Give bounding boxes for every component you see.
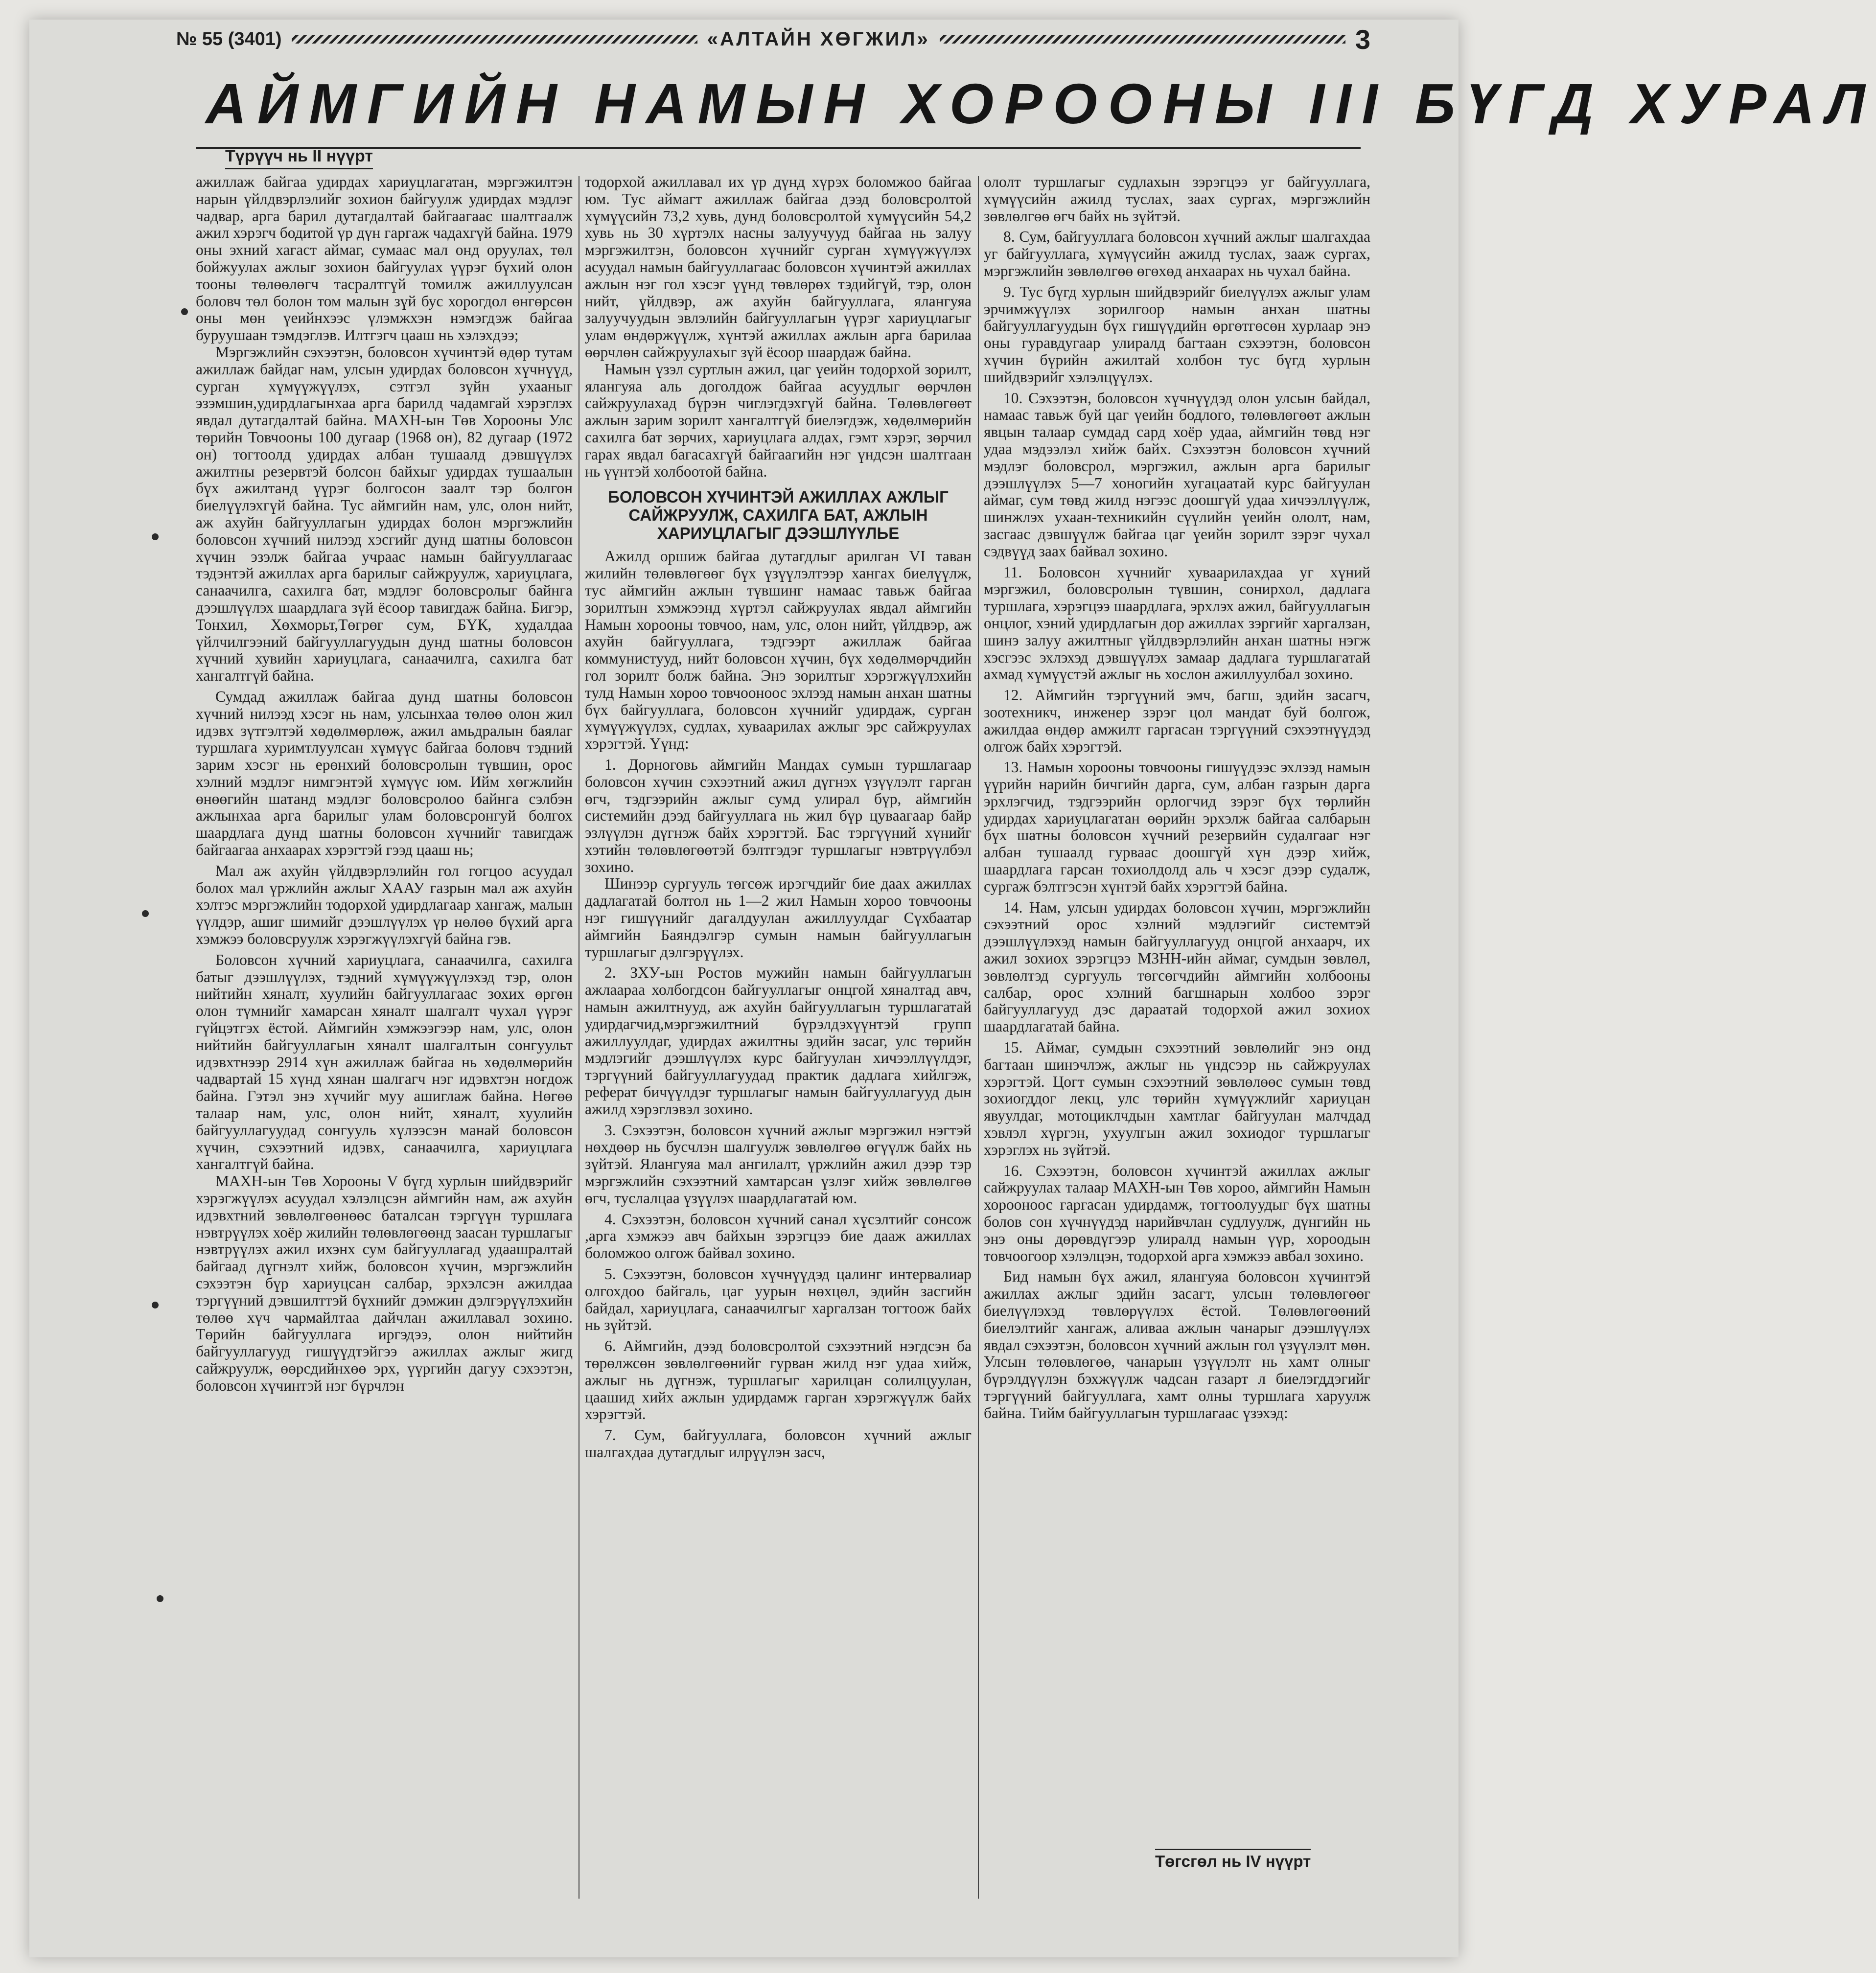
decorative-rule [292,35,697,44]
masthead [176,24,1370,54]
paper-hole [152,533,159,540]
continued-from-note: Түрүүч нь II нүүрт [225,147,373,169]
list-item: 4. Сэхээтэн, боловсон хүчний санал хүсэлтийг сонсож ,арга хэмжээ авч байхын зэрэгцээ бие дааж ажиллах боломжоо олгож байвал зохино. [585,1210,972,1262]
newspaper-name: «АЛТАЙН ХӨГЖИЛ» [707,28,930,50]
headline: АЙМГИЙН НАМЫН ХОРООНЫ III БҮГД ХУРАЛ [206,72,1876,136]
paragraph: МАХН-ын Төв Хорооны V бүгд хурлын шийдвэрийг хэрэгжүүлэх асуудал хэлэлцсэн аймгийн нам, аж ахуйн идэвхтний зөвлөлгөөнөөс баталсан тэргүүн туршлага нэвтрүүлэх хоёр жилийн төлөвлөгөөнд заасан туршлагыг нэвтрүүлэх ажил ихэнх сум байгууллагад удаашралтай байгаад дүгнэлт хийж, боловсон хүчин, мэргэжлийн сэхээтэн бүр хариуцсан салбар, эрхэлсэн ажилдаа тэргүүний дэвшилттэй бүхнийг дэмжин дэлгэрүүлэхийн төлөө хүч чармайлтаа дайчлан ажиллавал зохино. Төрийн байгууллага иргэдээ, олон нийтийн байгууллагууд гишүүдтэйгээ ажиллах ажлыг жигд сайжруулж, өөрсдийнхөө эрх, үүргийн дагуу сэхээтэн, боловсон хүчинтэй нэг бүрчлэн [196,1172,573,1394]
continued-to-note: Төгсгөл нь IV нүүрт [1155,1849,1311,1871]
paragraph: Ажилд оршиж байгаа дутагдлыг арилган VI таван жилийн төлөвлөгөөг бүх үзүүлэлтээр хангах биелүүлж, тус аймгийн ажлын түвшинг намаас тавьж байгаа зорилтын хэмжээнд хүртэл сайжруулах явдал аймгийн Намын хорооны товчоо, нам, улс, олон нийт, үйлдвэр, аж ахуйн байгууллага, тэдгээрт ажиллаж байгаа коммунистууд, нийт боловсон хүчин, бүх хөдөлмөрчдийн гол зорилт болж байна. Энэ зорилтыг хэрэгжүүлэхийн тулд Намын хороо товчооноос эхлээд намын анхан шатны бүх байгууллага, боловсон хүчнийг удирдаж, сурган хүмүүжүүлэх, судлах, хуваарилах ажлыг эрс сайжруулах хэрэгтэй. Үүнд: [585,548,972,753]
list-item: 2. ЗХУ-ын Ростов мужийн намын байгууллагын ажлаараа холбогдсон байгууллагыг онцгой хяналтад авч, намын ажилтнууд, аж ахуйн байгууллагын туршлагатай удирдагчид,мэргэжилтний бүрэлдэхүүнтэй групп ажиллуулдаг, удирдах ажилтны эдийн засаг, улс төрийн мэдлэгийг дээшлүүлэх курс байгуулан хичээллүүлдэг, тэргүүний байгууллагуудад практик дадлага хийлгэж, реферат бичүүлдэг туршлагыг намын байгууллагууд дын ажилд хэрэглэвэл зохино. [585,964,972,1118]
paragraph: Мал аж ахуйн үйлдвэрлэлийн гол гогцоо асуудал болох мал үржлийн ажлыг ХААУ газрын мал аж ахуйн хэлтэс мэргэжлийн тодорхой удирдлагаар хангаж, малын үүлдэр, ашиг шимийг дээшлүүлэх үр нөлөө бүхий арга хэмжээ боловсруулж хэрэгжүүлэхгүй байна гэв. [196,862,573,948]
paper-hole [181,308,188,315]
list-item: 6. Аймгийн, дээд боловсролтой сэхээтний нэгдсэн ба төрөлжсөн зөвлөлгөөнийг гурван жилд нэг удаа хийж, ажлыг нь дүгнэж, туршлагыг харилцан солилцуулан, цаашид хийх ажлын удирдамж гарган хэрэгжүүлж байх хэрэгтэй. [585,1337,972,1423]
paragraph: тодорхой ажиллавал их үр дүнд хүрэх боломжоо байгаа юм. Тус аймагт ажиллаж байгаа дээд боловсролтой хүмүүсийн 73,2 хувь, дунд боловсролтой хүмүүсийн 54,2 хувь нь 30 хүртэлх насны залуучууд байгаа нь залуу мэргэжилтэн, боловсон хүчнийг сурган хүмүүжүүлэх асуудал намын байгууллагаас боловсон хүчинтэй ажиллах ажлын нэг гол хэсэг үүнд төвлөрөх тэдийгүй, тэр, олон нийт, үйлдвэр, аж ахуйн байгууллага, ялангуяа залуучуудын эвлэлийн байгууллагын үүрэг хариуцлагыг улам өндөржүүлж, хүнтэй ажиллах ажлын арга барилаа өөрчлөн сайжруулахыг зүй ёсоор шаардаж байна. [585,173,972,361]
paper-hole [157,1595,163,1602]
paragraph: Мэргэжлийн сэхээтэн, боловсон хүчинтэй өдөр тутам ажиллаж байдаг нам, улсын удирдах боловсон хүчнүүд, сурган хүмүүжүүлэх, сэтгэл зүйн ухааныг эзэмшин,удирдлагынхаа арга барилд чадамгай хэрэглэх явдал дутагдалтай байна. МАХН-ын Төв Хорооны Улс төрийн Товчооны 100 дугаар (1968 он), 82 дугаар (1972 он) тогтоолд удирдах албан тушаалд дэвшүүлэх ажилтны резервтэй болсон байхыг удирдах тушаалын бүх ажилтанд үүрэг болгосон заалт тэр болгон биелүүлэхгүй байна. Тус аймгийн нам, улс, олон нийт, аж ахуйн байгууллагын удирдах болон мэргэжлийн боловсон хүчний нилээд хэсгийг дунд шатны боловсон хүчин эзэлж байгаа учраас намын байгууллагаас тэдэнтэй ажиллах арга барилыг сайжруулж, хариуцлага, санаачилга, сахилга бат, мэдлэг боловсролыг байнга дээшлүүлэх шаардлага зүй ёсоор тавигдаж байна. Бигэр, Тонхил, Хөхморьт,Төгрөг сум, БҮК, худалдаа үйлчилгээний байгууллагуудын дунд шатны боловсон хүчний хувийн хариуцлага, санаачилга, сахилга бат хангалтгүй байна. [196,343,573,685]
list-item: 5. Сэхээтэн, боловсон хүчнүүдэд цалинг интервалиар олгохдоо байгаль, цаг уурын нөхцөл, эдийн засгийн байдал, хариуцлага, санаачилгыг харгалзан тогтоож байх нь зүйтэй. [585,1265,972,1334]
paper-hole [142,910,149,917]
list-item: 1. Дорноговь аймгийн Мандах сумын туршлагаар боловсон хүчин сэхээтний ажил дүгнэх үзүүлэлт гарган өгч, тэдгээрийн ажлыг сумд улирал бүр, аймгийн системийн дээд байгууллага нь жил бүр цуваагаар байр эзлүүлэн дүгнэж байх хэрэгтэй. Бас тэргүүний хүнийг хэтийн төлөвлөгөөтэй бэлтгэдэг туршлагыг нэвтрүүлбэл зохино. [585,756,972,875]
list-item: 14. Нам, улсын удирдах боловсон хүчин, мэргэжлийн сэхээтний орос хэлний мэдлэгийг системтэй дээшлүүлэхэд намын байгууллагууд онцгой анхаарч, их ажил зохиох зэрэгцээ МЗНН-ийн аймаг, сумдын зөвлөл, зөвлөлтэд сургууль төгсөгчдийн аймгийн холбооны салбар, орос хэлний багшнарын холбоо зэрэг байгууллагууд дэс дараатай тодорхой ажил зохиох шаардлагатай байна. [984,898,1370,1035]
paragraph: ололт туршлагыг судлахын зэрэгцээ уг байгууллага, хүмүүсийн ажилд туслах, заах сургах, мэргэжлийн зөвлөлгөө өгч байх нь зүйтэй. [984,173,1370,225]
list-item: 11. Боловсон хүчнийг хуваарилахдаа уг хүний мэргэжил, боловсролын түвшин, сонирхол, дадлага туршлага, хэрэгцээ шаардлага, эрхлэх ажил, байгууллагын онцлог, хэний удирдлагын дор ажиллах зэргийг харгалзан, шинэ залуу ажилтныг үйлдвэрлэлийн анхан шатны нэгж хэсгээс эхлэхэд дэвшүүлэх замаар дадлага туршлагатай ахмад хүмүүстэй ажлыг нь хослон ажиллуулбал зохино. [984,563,1370,683]
paragraph: Бид намын бүх ажил, ялангуяа боловсон хүчинтэй ажиллах ажлыг эдийн засагт, улсын төлөвлөгөөг биелүүлэхэд төвлөрүүлэх ёстой. Төлөвлөгөөний биелэлтийг хангаж, аливаа ажлын чанарыг дээшлүүлэх явдал сэхээтэн, боловсон хүчний ажлын гол үзүүлэлт мөн. Улсын төлөвлөгөө, чанарын үзүүлэлт нь хамт олныг бүрэлдүүлэн бэхжүүлж чадсан газарт л биелэгддэгийг тэргүүний байгууллага, хамт олны туршлага харуулж байна. Тийм байгууллагын туршлагаас үзэхэд: [984,1268,1370,1422]
list-item: 8. Сум, байгууллага боловсон хүчний ажлыг шалгахдаа уг байгууллага, хүмүүсийн ажилд туслах, зааж сургах, мэргэжлийн зөвлөлгөө өгөхөд анхаарах нь чухал байна. [984,228,1370,279]
article-column-1 [196,174,573,1911]
paragraph: Боловсон хүчний хариуцлага, санаачилга, сахилга батыг дээшлүүлэх, тэдний хүмүүжүүлэхэд тэр, олон нийтийн хяналт, хуулийн байгууллагаас зохих өргөн олон түмнийг хамарсан хяналт шалгалт чухал үүрэг гүйцэтгэх ёстой. Аймгийн хэмжээгээр нам, улс, олон нийтийн байгууллагын хяналт шалгалтын сонгуульт идэвхтнээр 2914 хүн ажиллаж байгаа нь хөдөлмөрийн чадвартай 15 хүнд хянан шалгагч нэг идэвхтэн ногдож байна. Гэтэл энэ хүчийг муу ашиглаж байна. Нөгөө талаар нам, улс, олон нийт, хяналт, хуулийн байгууллагуудад сонгууль хүлээсэн манай боловсон хүчин, сэхээтний идэвх, санаачилга, хариуцлага хангалтгүй байна. [196,951,573,1173]
list-item: 15. Аймаг, сумдын сэхээтний зөвлөлийг энэ онд багтаан шинэчлэж, ажлыг нь үндсээр нь сайжруулах хэрэгтэй. Цогт сумын сэхээтний зөвлөлөөс сумын төвд зохиогддог лекц, улс төрийн хүмүүжлийг хариуцан явуулдаг, мотоциклчдын хамтлаг байгуулан малчдад хэвлэл хүргэн, ухуулгын ажил зохиодог туршлагыг хэрэглэх нь зүйтэй. [984,1039,1370,1158]
paragraph: Шинээр сургууль төгсөж ирэгчдийг бие даах ажиллах дадлагатай болтол нь 1—2 жил Намын хороо товчооны нэг гишүүнийг дагалдуулан ажиллуулдаг Сүхбаатар аймгийн Баяндэлгэр сумын намын байгууллагын туршлагыг дэлгэрүүлэх. [585,875,972,961]
page-number: 3 [1355,23,1371,55]
decorative-rule [940,35,1345,44]
paragraph: Сумдад ажиллаж байгаа дунд шатны боловсон хүчний нилээд хэсэг нь нам, улсынхаа төлөө олон жил идэвх зүтгэлтэй хөдөлмөрлөж, ажил амьдралын баялаг туршлага хуримтлуулсан хүмүүс байгаа боловч тэдний зарим хэсэг нь ерөнхий боловсролын түвшин, орос хэлний мэдлэг нимгэнтэй хүмүүс юм. Ийм хөгжлийн өнөөгийн шатанд мэдлэг боловсролоо байнга сэлбэн ажлынхаа арга барилыг улам боловсронгуй болгох шаардлага дунд шатны боловсон хүчнийг тавигдаж байгаагаа анхаарах хэрэгтэй гээд цааш нь; [196,688,573,859]
article-column-2 [585,174,972,1911]
list-item: 16. Сэхээтэн, боловсон хүчинтэй ажиллах ажлыг сайжруулах талаар МАХН-ын Төв хороо, аймгийн Намын хорооноос гаргасан удирдамж, тогтоолуудыг бүх шатны болов сон хүчнүүдэд нарийвчлан судлуулж, дүнгийн нь энэ оны дөрөвдүгээр улиралд намын үүр, хороодын товчоогоор хэлэлцэн, тодорхой арга хэмжээ авбал зохино. [984,1162,1370,1264]
list-item: 7. Сум, байгууллага, боловсон хүчний ажлыг шалгахдаа дутагдлыг илрүүлэн засч, [585,1426,972,1461]
list-item: 13. Намын хорооны товчооны гишүүдээс эхлээд намын үүрийн нарийн бичгийн дарга, сум, албан газрын дарга эрхлэгчид, тэдгээрийн орлогчид зэрэг бүх төрлийн удирдах хариуцлагатан өөрийн эрхэлж байгаа салбарын бүх шатны боловсон хүчний резервийн судалгааг нэг албан тушаалд гурваас доошгүй хүн дээр хийж, шаардлага гарсан тохиолдолд аль ч хэсэг дээр судалж, сургаж бэлтгэсэн хүнтэй байх хэрэгтэй байна. [984,758,1370,895]
list-item: 12. Аймгийн тэргүүний эмч, багш, эдийн засагч, зоотехникч, инженер зэрэг цол мандат буй болгож, ажилдаа өндөр амжилт гаргасан тэргүүний сэхээтнүүдэд олгож байх хэрэгтэй. [984,687,1370,755]
paragraph: ажиллаж байгаа удирдах хариуцлагатан, мэргэжилтэн нарын үйлдвэрлэлийг зохион байгуулж удирдах мэдлэг чадвар, арга барил дутагдалтай байгаагаас шалтгаалж ажил хэрэгч бодитой үр дүн гаргаж чадахгүй байна. 1979 оны эхний хагаст аймаг, сумаас мал онд оруулах, төл бойжуулах ажлыг зохион байгуулах үүрэг бүхий олон тооны төлөөлөгч тасралтгүй томилж ажиллуулсан боловч төл болон том малын зүй бус хорогдол өнгөрсөн оны мөн үеийнхээс үлэмжхэн нэмэгдэж байгаа буруушаан тэмдэглэв. Илтгэгч цааш нь хэлэхдээ; [196,173,573,344]
issue-number: № 55 (3401) [176,28,282,49]
list-item: 9. Тус бүгд хурлын шийдвэрийг биелүүлэх ажлыг улам эрчимжүүлэх зорилгоор намын анхан шатны байгууллагуудын бүх гишүүдийн өргөтгөсөн хурлаар энэ оны гуравдугаар улиралд багтаан сэхээтэн, боловсон хүчин бүрийн ажилтай холбон тус бүгд хурлын шийдвэрийг хэлэлцүүлэх. [984,283,1370,386]
list-item: 3. Сэхээтэн, боловсон хүчний ажлыг мэргэжил нэгтэй нөхдөөр нь бусчлэн шалгуулж зөвлөлгөө өгүүлж байх нь зүйтэй. Ялангуяа мал ангилалт, үржлийн ажил дээр тэр мэргэжлийн сэхээтний хамтарсан үзлэг хийж зөвлөлгөө өгч, туслалцаа үзүүлэх шаардлагатай юм. [585,1121,972,1207]
article-column-3 [984,174,1370,1911]
list-item: 10. Сэхээтэн, боловсон хүчнүүдэд олон улсын байдал, намаас тавьж буй цаг үеийн бодлого, төлөвлөгөөт ажлын явцын талаар сумдад сард хоёр удаа, аймгийн төвд нэг удаа мэдээлэл хийж байх. Сэхээтэн боловсон хүчний мэдлэг боловсрол, мэргэжил, ажлын арга барилыг дээшлүүлэх 5—7 хоногийн хугацаатай курс байгуулан аймаг, сум төвд жилд нэгээс доошгүй удаа хичээллүүлж, шинжлэх ухаан-техникийн сүүлийн үеийн ололт, нам, засгаас дэвшүүлж байгаа цаг үеийн зорилт зэрэг чухал сэдвүүд заах байвал зохино. [984,389,1370,560]
paper-hole [152,1302,159,1308]
subheadline: БОЛОВСОН ХҮЧИНТЭЙ АЖИЛЛАХ АЖЛЫГ САЙЖРУУЛЖ, САХИЛГА БАТ, АЖЛЫН ХАРИУЦЛАГЫГ ДЭЭШЛҮҮЛЬЕ [608,488,949,543]
paragraph: Намын үзэл суртлын ажил, цаг үеийн тодорхой зорилт, ялангуяа аль доголдож байгаа асуудлыг өөрчлөн сайжруулахад бүрэн чиглэгдэхгүй байна. Төлөвлөгөөт ажлын зарим зорилт хангалтгүй биелэгдэж, хөдөлмөрийн сахилга бат зөрчих, хариуцлага алдах, гэмт хэрэг, зөрчил гарах явдал багасахгүй байгаагийн нэг үндсэн шалтгаан нь үүнтэй холбоотой байна. [585,360,972,480]
column-divider [978,176,979,1899]
